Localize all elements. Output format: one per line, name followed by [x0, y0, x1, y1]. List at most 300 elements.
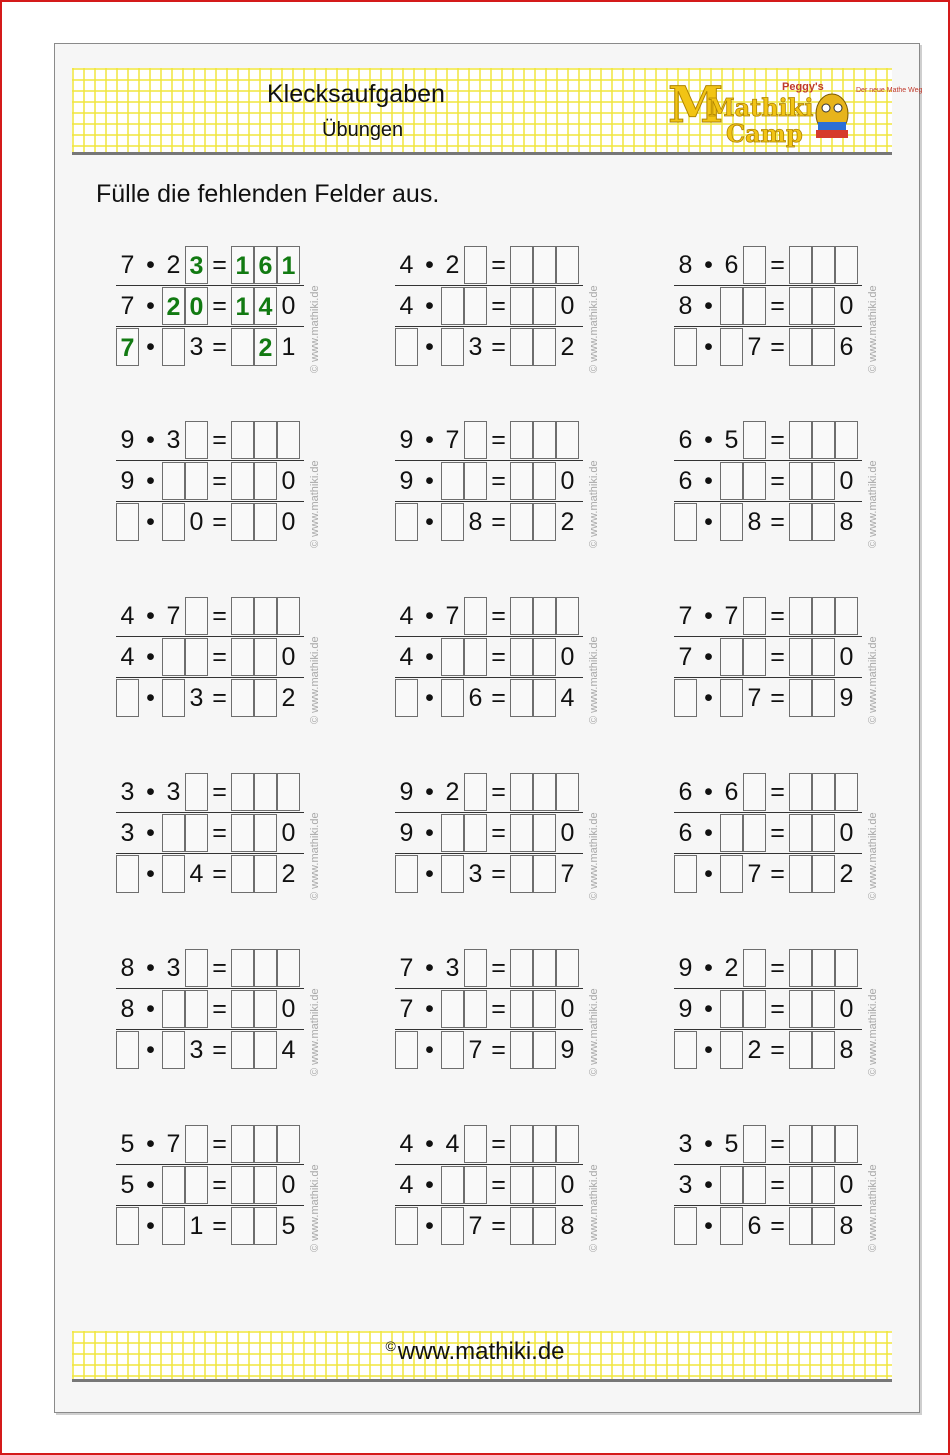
tens-digit-input[interactable] [720, 814, 743, 852]
blank-digit-input[interactable] [743, 287, 766, 325]
factor-a: 5 [120, 1171, 135, 1199]
multiply-sign: • [704, 602, 713, 630]
result-digit-input[interactable] [510, 503, 533, 541]
tens-digit-input[interactable] [441, 462, 464, 500]
result-digit-input[interactable] [231, 421, 254, 459]
mathiki-camp-logo [664, 70, 923, 152]
factor-input[interactable] [395, 1031, 418, 1069]
result-digit-input[interactable] [533, 597, 556, 635]
result-digit-input[interactable] [533, 990, 556, 1028]
result-zero-digit: 0 [281, 995, 296, 1023]
tens-digit-input[interactable] [162, 990, 185, 1028]
tens-digit-input[interactable] [720, 638, 743, 676]
result-digit-input[interactable] [789, 287, 812, 325]
result-digit-input[interactable] [556, 597, 579, 635]
result-digit-input[interactable] [231, 1125, 254, 1163]
result-digit-input[interactable] [835, 597, 858, 635]
problem-block [395, 948, 655, 1088]
blank-digit-input[interactable] [185, 1125, 208, 1163]
result-digit-input[interactable] [812, 1125, 835, 1163]
factor-a: 4 [399, 251, 414, 279]
blank-digit-input[interactable] [464, 814, 487, 852]
multiply-sign: • [425, 954, 434, 982]
result-digit-input[interactable] [533, 328, 556, 366]
result-digit-input[interactable] [254, 1207, 277, 1245]
multiply-sign: • [425, 778, 434, 806]
result-digit-input[interactable] [510, 1125, 533, 1163]
factor-input[interactable] [395, 1207, 418, 1245]
result-digit-input[interactable] [231, 1207, 254, 1245]
blank-digit-input[interactable] [720, 503, 743, 541]
equals-sign: = [491, 860, 506, 888]
result-digit-input[interactable] [231, 462, 254, 500]
blank-digit-input[interactable] [743, 462, 766, 500]
result-digit-input[interactable] [789, 1207, 812, 1245]
blank-digit-input[interactable] [743, 597, 766, 635]
blank-digit-input[interactable] [185, 597, 208, 635]
result-digit-input[interactable] [533, 814, 556, 852]
blank-digit-input[interactable] [720, 679, 743, 717]
blank-digit-input[interactable]: 0 [185, 287, 208, 325]
factor-a: 4 [399, 292, 414, 320]
result-zero-digit: 0 [839, 643, 854, 671]
factor-input[interactable]: 7 [116, 328, 139, 366]
units-digit: 3 [189, 1036, 204, 1064]
tens-digit-input[interactable] [441, 814, 464, 852]
factor-input[interactable] [116, 679, 139, 717]
tens-digit-input[interactable] [441, 1166, 464, 1204]
blank-digit-input[interactable] [441, 855, 464, 893]
result-digit-input[interactable]: 6 [254, 246, 277, 284]
result-digit-input[interactable] [231, 1166, 254, 1204]
result-digit-input[interactable] [510, 462, 533, 500]
factor-input[interactable] [674, 328, 697, 366]
blank-digit-input[interactable] [464, 638, 487, 676]
result-digit-input[interactable] [789, 679, 812, 717]
blank-digit-input[interactable] [441, 1031, 464, 1069]
result-digit-input[interactable] [812, 855, 835, 893]
result-digit-input[interactable] [835, 773, 858, 811]
blank-digit-input[interactable] [441, 1207, 464, 1245]
equals-sign: = [491, 333, 506, 361]
blank-digit-input[interactable] [185, 421, 208, 459]
result-digit-input[interactable] [789, 773, 812, 811]
problem-block [395, 596, 655, 736]
problem-block [116, 772, 376, 912]
blank-digit-input[interactable] [464, 462, 487, 500]
multiply-sign: • [704, 819, 713, 847]
watermark [585, 596, 601, 726]
blank-digit-input[interactable] [162, 855, 185, 893]
result-units-digit: 9 [560, 1036, 575, 1064]
watermark [306, 245, 322, 375]
result-digit-input[interactable] [510, 1166, 533, 1204]
tens-digit-input[interactable] [162, 462, 185, 500]
result-digit-input[interactable] [789, 328, 812, 366]
factor-b: 4 [445, 1130, 460, 1158]
row-separator [116, 677, 304, 678]
result-digit-input[interactable] [812, 949, 835, 987]
factor-a: 9 [399, 778, 414, 806]
result-digit-input[interactable] [254, 503, 277, 541]
result-digit-input[interactable] [231, 328, 254, 366]
equals-sign: = [491, 778, 506, 806]
tens-digit-input[interactable] [162, 1166, 185, 1204]
result-digit-input[interactable] [254, 421, 277, 459]
row-separator [395, 326, 583, 327]
result-digit-input[interactable] [556, 1125, 579, 1163]
result-digit-input[interactable] [510, 814, 533, 852]
result-digit-input[interactable] [510, 990, 533, 1028]
result-digit-input[interactable] [789, 638, 812, 676]
result-digit-input[interactable] [510, 1207, 533, 1245]
row-separator [395, 812, 583, 813]
factor-a: 9 [120, 426, 135, 454]
blank-digit-input[interactable] [720, 1207, 743, 1245]
row-separator [674, 1205, 862, 1206]
footer-url: www.mathiki.de [397, 1338, 565, 1365]
result-digit-input[interactable] [510, 1031, 533, 1069]
tens-digit-input[interactable] [720, 1166, 743, 1204]
blank-digit-input[interactable] [464, 773, 487, 811]
result-digit-input[interactable] [254, 1031, 277, 1069]
result-digit-input[interactable] [231, 949, 254, 987]
units-digit: 7 [747, 684, 762, 712]
result-digit-input[interactable] [510, 246, 533, 284]
result-units-digit: 8 [839, 1212, 854, 1240]
blank-digit-input[interactable] [464, 246, 487, 284]
blank-digit-input[interactable] [743, 1166, 766, 1204]
result-digit-input[interactable]: 1 [231, 246, 254, 284]
blank-digit-input[interactable] [743, 814, 766, 852]
result-digit-input[interactable] [277, 773, 300, 811]
result-digit-input[interactable] [789, 1166, 812, 1204]
blank-digit-input[interactable] [720, 1031, 743, 1069]
row-separator [674, 812, 862, 813]
multiply-sign: • [425, 860, 434, 888]
blank-digit-input[interactable] [185, 949, 208, 987]
tens-digit-input[interactable] [441, 287, 464, 325]
row-separator [395, 1029, 583, 1030]
result-digit-input[interactable] [533, 1125, 556, 1163]
logo-tagline: Der neue Mathe Weg [856, 87, 923, 94]
result-digit-input[interactable] [510, 773, 533, 811]
blank-digit-input[interactable] [162, 679, 185, 717]
result-digit-input[interactable] [789, 597, 812, 635]
factor-input[interactable] [674, 855, 697, 893]
factor-input[interactable] [395, 855, 418, 893]
result-digit-input[interactable] [231, 503, 254, 541]
result-digit-input[interactable] [510, 328, 533, 366]
row-separator [674, 326, 862, 327]
blank-digit-input[interactable] [743, 246, 766, 284]
equals-sign: = [770, 995, 785, 1023]
result-digit-input[interactable] [789, 949, 812, 987]
watermark-text: © www.mathiki.de [867, 812, 879, 900]
row-separator [395, 636, 583, 637]
result-digit-input[interactable] [789, 1031, 812, 1069]
result-zero-digit: 0 [281, 467, 296, 495]
tens-digit-input[interactable] [720, 462, 743, 500]
factor-input[interactable] [116, 855, 139, 893]
blank-digit-input[interactable] [185, 773, 208, 811]
units-digit: 7 [747, 333, 762, 361]
tens-digit-input[interactable] [441, 990, 464, 1028]
result-digit-input[interactable] [812, 814, 835, 852]
equals-sign: = [770, 251, 785, 279]
blank-digit-input[interactable] [441, 503, 464, 541]
result-digit-input[interactable] [231, 814, 254, 852]
result-digit-input[interactable] [533, 462, 556, 500]
result-digit-input[interactable] [556, 246, 579, 284]
blank-digit-input[interactable] [162, 328, 185, 366]
row-separator [674, 460, 862, 461]
result-digit-input[interactable] [789, 814, 812, 852]
result-digit-input[interactable] [812, 1031, 835, 1069]
result-digit-input[interactable] [254, 855, 277, 893]
tens-digit-input[interactable]: 2 [162, 287, 185, 325]
result-digit-input[interactable] [231, 638, 254, 676]
result-digit-input[interactable] [789, 503, 812, 541]
result-digit-input[interactable] [556, 773, 579, 811]
watermark-text: © www.mathiki.de [588, 636, 600, 724]
result-digit-input[interactable] [510, 638, 533, 676]
result-digit-input[interactable] [254, 597, 277, 635]
blank-digit-input[interactable] [185, 462, 208, 500]
units-digit: 7 [468, 1212, 483, 1240]
result-digit-input[interactable]: 1 [231, 287, 254, 325]
units-digit: 3 [468, 333, 483, 361]
result-digit-input[interactable] [812, 638, 835, 676]
result-digit-input[interactable] [812, 328, 835, 366]
blank-digit-input[interactable] [743, 949, 766, 987]
factor-input[interactable] [395, 503, 418, 541]
multiply-sign: • [704, 643, 713, 671]
result-digit-input[interactable] [231, 773, 254, 811]
factor-input[interactable] [116, 1207, 139, 1245]
factor-input[interactable] [116, 503, 139, 541]
tens-digit-input[interactable] [162, 814, 185, 852]
watermark [585, 948, 601, 1078]
result-digit-input[interactable] [533, 773, 556, 811]
factor-a: 9 [120, 467, 135, 495]
blank-digit-input[interactable] [743, 773, 766, 811]
blank-digit-input[interactable] [464, 287, 487, 325]
multiply-sign: • [704, 995, 713, 1023]
factor-b: 6 [724, 778, 739, 806]
problem-block [116, 245, 376, 385]
blank-digit-input[interactable] [464, 949, 487, 987]
result-digit-input[interactable]: 4 [254, 287, 277, 325]
result-digit-input[interactable] [812, 246, 835, 284]
blank-digit-input[interactable] [185, 990, 208, 1028]
result-digit-input[interactable] [812, 990, 835, 1028]
result-digit-input[interactable] [812, 1166, 835, 1204]
blank-digit-input[interactable] [441, 328, 464, 366]
watermark-text: © www.mathiki.de [867, 460, 879, 548]
factor-input[interactable] [674, 679, 697, 717]
watermark-text: © www.mathiki.de [867, 636, 879, 724]
result-digit-input[interactable] [556, 421, 579, 459]
multiply-sign: • [146, 778, 155, 806]
result-digit-input[interactable] [533, 855, 556, 893]
result-digit-input[interactable] [812, 462, 835, 500]
row-separator [116, 812, 304, 813]
factor-input[interactable] [116, 1031, 139, 1069]
row-separator [674, 636, 862, 637]
factor-a: 8 [678, 292, 693, 320]
result-digit-input[interactable] [231, 855, 254, 893]
factor-a: 7 [399, 995, 414, 1023]
blank-digit-input[interactable] [185, 814, 208, 852]
blank-digit-input[interactable] [464, 1166, 487, 1204]
equals-sign: = [491, 819, 506, 847]
result-digit-input[interactable] [533, 421, 556, 459]
result-zero-digit: 0 [839, 467, 854, 495]
result-digit-input[interactable] [789, 855, 812, 893]
result-digit-input[interactable]: 1 [277, 246, 300, 284]
blank-digit-input[interactable] [464, 421, 487, 459]
result-digit-input[interactable] [231, 1031, 254, 1069]
blank-digit-input[interactable] [162, 1207, 185, 1245]
result-digit-input[interactable] [510, 949, 533, 987]
watermark [864, 245, 880, 375]
blank-digit-input[interactable] [743, 421, 766, 459]
result-digit-input[interactable] [231, 597, 254, 635]
factor-a: 4 [399, 602, 414, 630]
result-digit-input[interactable] [254, 773, 277, 811]
blank-digit-input[interactable] [162, 1031, 185, 1069]
result-digit-input[interactable] [812, 773, 835, 811]
result-digit-input[interactable] [533, 679, 556, 717]
result-digit-input[interactable] [254, 638, 277, 676]
blank-digit-input[interactable] [743, 990, 766, 1028]
result-digit-input[interactable] [789, 990, 812, 1028]
result-digit-input[interactable] [254, 679, 277, 717]
result-digit-input[interactable] [254, 1125, 277, 1163]
result-digit-input[interactable] [533, 1166, 556, 1204]
row-separator [116, 988, 304, 989]
blank-digit-input[interactable] [464, 1125, 487, 1163]
multiply-sign: • [146, 508, 155, 536]
factor-input[interactable] [395, 328, 418, 366]
factor-input[interactable] [674, 1031, 697, 1069]
factor-input[interactable] [674, 503, 697, 541]
result-zero-digit: 0 [281, 292, 296, 320]
blank-digit-input[interactable] [464, 990, 487, 1028]
result-digit-input[interactable] [533, 503, 556, 541]
problem-block [395, 420, 655, 560]
result-digit-input[interactable] [254, 814, 277, 852]
result-digit-input[interactable] [231, 679, 254, 717]
result-digit-input[interactable] [277, 597, 300, 635]
factor-a: 4 [399, 643, 414, 671]
tens-digit-input[interactable] [720, 990, 743, 1028]
result-digit-input[interactable] [231, 990, 254, 1028]
result-digit-input[interactable] [789, 421, 812, 459]
result-units-digit: 5 [281, 1212, 296, 1240]
multiply-sign: • [146, 995, 155, 1023]
result-digit-input[interactable] [789, 246, 812, 284]
result-digit-input[interactable] [789, 1125, 812, 1163]
result-digit-input[interactable] [510, 679, 533, 717]
result-zero-digit: 0 [560, 995, 575, 1023]
factor-b: 7 [724, 602, 739, 630]
blank-digit-input[interactable] [720, 328, 743, 366]
result-digit-input[interactable] [254, 462, 277, 500]
result-digit-input[interactable] [835, 421, 858, 459]
blank-digit-input[interactable] [743, 1125, 766, 1163]
result-digit-input[interactable] [789, 462, 812, 500]
multiply-sign: • [704, 954, 713, 982]
problem-block [116, 948, 376, 1088]
units-digit: 2 [747, 1036, 762, 1064]
multiply-sign: • [146, 954, 155, 982]
tens-digit-input[interactable] [441, 638, 464, 676]
result-digit-input[interactable] [812, 503, 835, 541]
result-digit-input[interactable] [254, 1166, 277, 1204]
result-digit-input[interactable] [533, 246, 556, 284]
result-digit-input[interactable] [556, 949, 579, 987]
equals-sign: = [491, 1130, 506, 1158]
result-digit-input[interactable] [510, 287, 533, 325]
result-digit-input[interactable] [533, 638, 556, 676]
result-digit-input[interactable] [812, 287, 835, 325]
tens-digit-input[interactable] [720, 287, 743, 325]
result-digit-input[interactable] [533, 1207, 556, 1245]
multiply-sign: • [425, 1130, 434, 1158]
watermark [864, 420, 880, 550]
result-digit-input[interactable] [835, 949, 858, 987]
result-digit-input[interactable] [533, 949, 556, 987]
factor-a: 9 [678, 995, 693, 1023]
result-digit-input[interactable] [254, 949, 277, 987]
result-digit-input[interactable]: 2 [254, 328, 277, 366]
multiply-sign: • [425, 643, 434, 671]
result-digit-input[interactable] [812, 597, 835, 635]
factor-input[interactable] [395, 679, 418, 717]
blank-digit-input[interactable] [441, 679, 464, 717]
tens-digit-input[interactable] [162, 638, 185, 676]
result-digit-input[interactable] [812, 679, 835, 717]
result-digit-input[interactable] [510, 421, 533, 459]
blank-digit-input[interactable] [185, 1166, 208, 1204]
result-digit-input[interactable] [510, 855, 533, 893]
result-zero-digit: 0 [560, 467, 575, 495]
result-digit-input[interactable] [835, 1125, 858, 1163]
result-digit-input[interactable] [277, 949, 300, 987]
result-digit-input[interactable] [812, 1207, 835, 1245]
blank-digit-input[interactable]: 3 [185, 246, 208, 284]
row-separator [116, 1164, 304, 1165]
result-digit-input[interactable] [533, 287, 556, 325]
result-digit-input[interactable] [812, 421, 835, 459]
result-digit-input[interactable] [277, 1125, 300, 1163]
result-digit-input[interactable] [835, 246, 858, 284]
blank-digit-input[interactable] [162, 503, 185, 541]
blank-digit-input[interactable] [720, 855, 743, 893]
result-digit-input[interactable] [533, 1031, 556, 1069]
factor-a: 9 [399, 467, 414, 495]
blank-digit-input[interactable] [743, 638, 766, 676]
result-digit-input[interactable] [277, 421, 300, 459]
result-digit-input[interactable] [254, 990, 277, 1028]
result-digit-input[interactable] [510, 597, 533, 635]
equals-sign: = [212, 1171, 227, 1199]
blank-digit-input[interactable] [464, 597, 487, 635]
blank-digit-input[interactable] [185, 638, 208, 676]
factor-input[interactable] [674, 1207, 697, 1245]
